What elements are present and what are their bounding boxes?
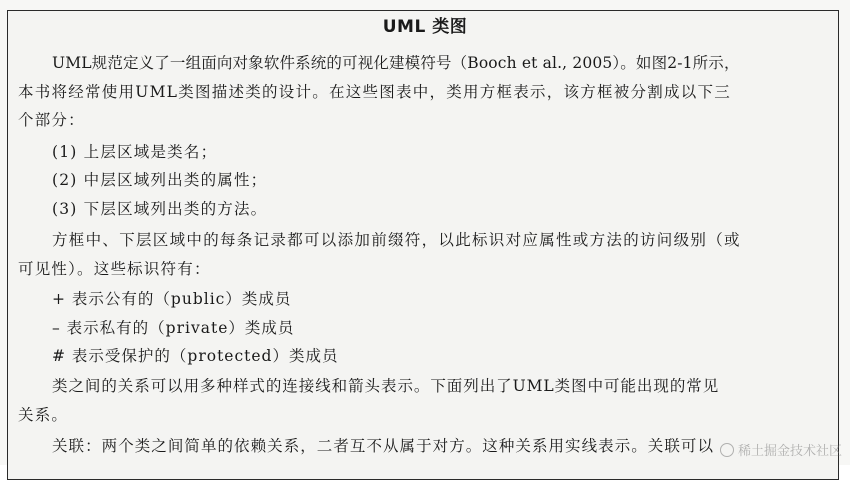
- text-line: (1) 上层区域是类名；: [52, 143, 218, 161]
- text-line: (3) 下层区域列出类的方法。: [52, 200, 268, 218]
- text-line: 类之间的关系可以用多种样式的连接线和箭头表示。下面列出了UML类图中可能出现的常见: [52, 377, 720, 395]
- watermark: [720, 440, 842, 459]
- text-line: 方框中、下层区域中的每条记录都可以添加前缀符，以此标识对应属性或方法的访问级别（或: [52, 231, 741, 249]
- text-line: 可见性）。这些标识符有：: [18, 260, 211, 278]
- text-line: – 表示私有的（private）类成员: [52, 319, 295, 337]
- text-line: (2) 中层区域列出类的属性；: [52, 171, 268, 189]
- text-line: # 表示受保护的（protected）类成员: [52, 347, 339, 365]
- watermark-text: 稀土掘金技术社区: [737, 444, 842, 459]
- text-line: 本书将经常使用UML类图描述类的设计。在这些图表中，类用方框表示，该方框被分割成以下三: [18, 83, 731, 101]
- text-line: 个部分：: [18, 111, 85, 129]
- text-line: 关系。: [18, 406, 69, 424]
- text-line: UML规范定义了一组面向对象软件系统的可视化建模符号（Booch et al., 2005）。如图2-1所示，: [52, 54, 740, 72]
- text-line: 关联：两个类之间简单的依赖关系，二者互不从属于对方。这种关系用实线表示。关联可以: [52, 437, 715, 455]
- watermark-logo-icon: [720, 443, 734, 457]
- text-line: + 表示公有的（public）类成员: [52, 290, 292, 308]
- box-title: UML 类图: [382, 17, 468, 37]
